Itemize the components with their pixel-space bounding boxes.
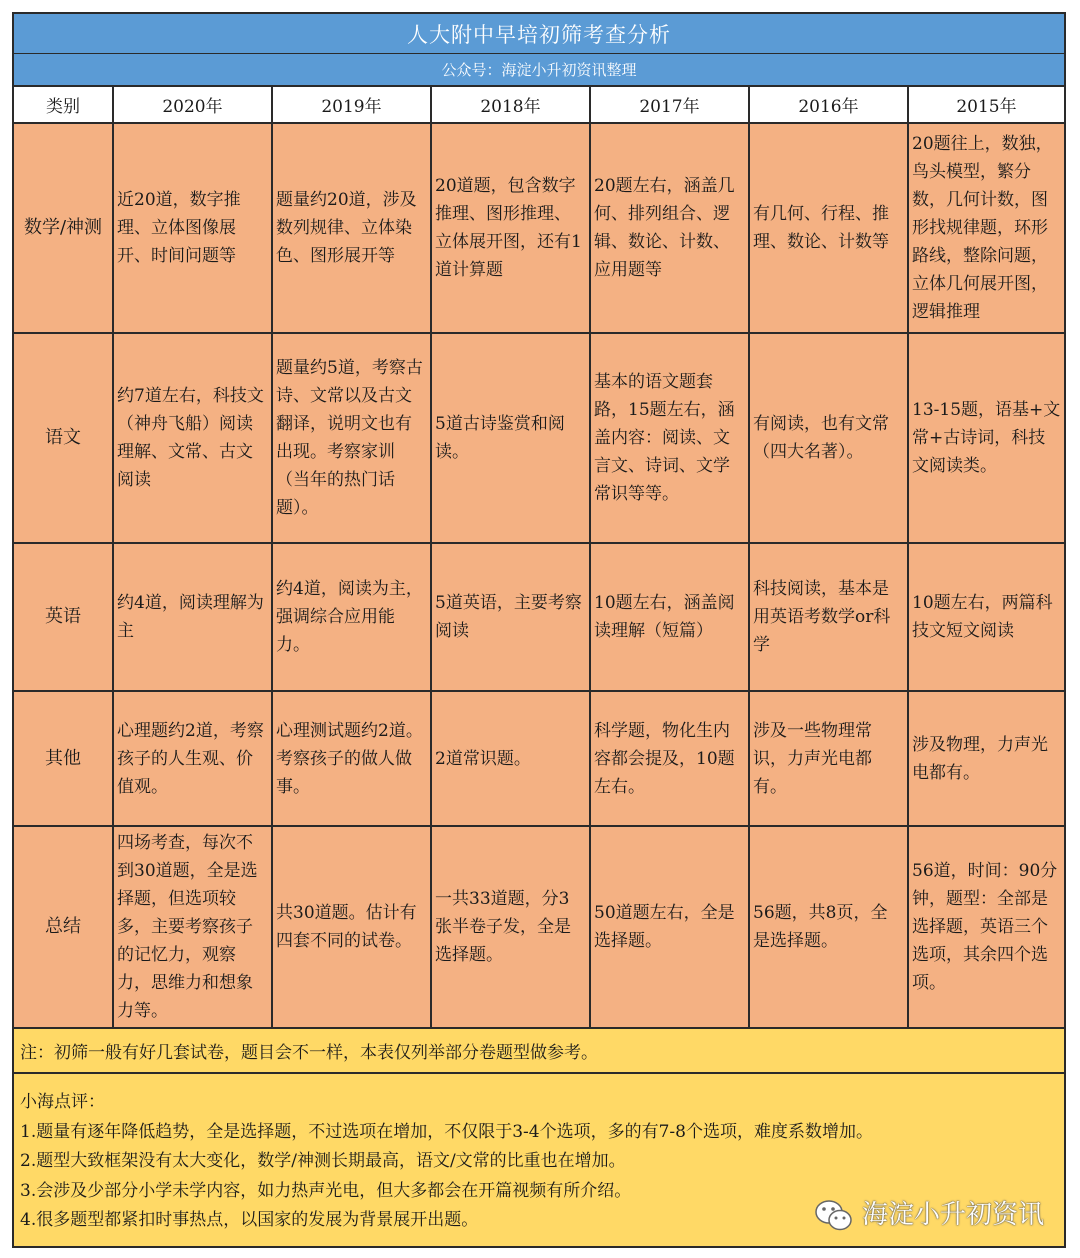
table-cell: 10题左右，两篇科技文短文阅读 [908,543,1064,691]
table-header-row [14,87,1064,123]
page-title: 人大附中早培初筛考查分析 [14,14,1064,54]
comment-heading: 小海点评： [20,1092,105,1112]
table-cell: 共30道题。估计有四套不同的试卷。 [272,826,431,1028]
table-cell [908,123,1064,333]
comment-item: 2.题型大致框架没有太大变化，数学/神测长期最高，语文/文常的比重也在增加。 [20,1151,626,1171]
table-cell: 约4道，阅读为主，强调综合应用能力。 [272,543,431,691]
table-cell: 科学题，物化生内容都会提及，10题左右。 [590,691,749,826]
table-cell: 10题左右，涵盖阅读理解（短篇） [590,543,749,691]
table-cell: 5道古诗鉴赏和阅读。 [431,333,590,543]
brand-name: 海淀小升初资讯 [861,1200,1044,1231]
table-cell: 约7道左右，科技文（神舟飞船）阅读理解、文常、古文阅读 [113,333,272,543]
table-row-english [14,543,1064,691]
analysis-table [14,87,1064,1029]
table-cell: 四场考查，每次不到30道题，全是选择题，但选项较多，主要考察孩子的记忆力，观察力，思维力和想象力等。 [113,826,272,1028]
comment-item: 1.题量有逐年降低趋势，全是选择题，不过选项在增加，不仅限于3-4个选项，多的有7-8个选项，难度系数增加。 [20,1121,873,1142]
row-category: 数学/神测 [14,123,113,333]
table-cell: 题量约20道，涉及数列规律、立体染色、图形展开等 [272,123,431,333]
table-cell: 涉及一些物理常识，力声光电都有。 [749,691,908,826]
analysis-document [12,12,1066,1248]
table-cell: 有阅读，也有文常（四大名著）。 [749,333,908,543]
row-category: 总结 [14,826,113,1028]
table-cell: 科技阅读，基本是用英语考数学or科学 [749,543,908,691]
row-category: 语文 [14,333,113,543]
row-category: 英语 [14,543,113,691]
table-cell: 56题，共8页，全是选择题。 [749,826,908,1028]
table-row-chinese [14,333,1064,543]
table-row-math [14,123,1064,333]
table-cell: 20道题，包含数字推理、图形推理、立体展开图，还有1道计算题 [431,123,590,333]
comment-box [14,1074,1064,1248]
comment-item: 3.会涉及少部分小学未学内容，如力热声光电，但大多都会在开篇视频有所介绍。 [20,1180,632,1201]
table-cell: 20题左右，涵盖几何、排列组合、逻辑、数论、计数、应用题等 [590,123,749,333]
table-row-other [14,691,1064,826]
table-cell: 涉及物理，力声光电都有。 [908,691,1064,826]
table-cell: 50道题左右，全是选择题。 [590,826,749,1028]
header-year: 2016年 [749,87,908,123]
table-row-summary [14,826,1064,1028]
table-cell: 约4道，阅读理解为主 [113,543,272,691]
header-year: 2015年 [908,87,1064,123]
table-cell: 2道常识题。 [431,691,590,826]
comment-item: 4.很多题型都紧扣时事热点，以国家的发展为背景展开出题。 [20,1210,479,1230]
brand-watermark [814,1199,1044,1233]
table-cell: 一共33道题，分3张半卷子发，全是选择题。 [431,826,590,1028]
header-year: 2018年 [431,87,590,123]
table-cell: 有几何、行程、推理、数论、计数等 [749,123,908,333]
row-category: 其他 [14,691,113,826]
table-cell: 基本的语文题套路，15题左右，涵盖内容：阅读、文言文、诗词、文学常识等等。 [590,333,749,543]
table-cell: 题量约5道，考察古诗、文常以及古文翻译，说明文也有出现。考察家训（当年的热门话题）。 [272,333,431,543]
header-year: 2020年 [113,87,272,123]
header-category: 类别 [14,87,113,123]
header-year: 2019年 [272,87,431,123]
page-subtitle: 公众号：海淀小升初资讯整理 [14,54,1064,87]
note-bar: 注：初筛一般有好几套试卷，题目会不一样，本表仅列举部分卷题型做参考。 [14,1029,1064,1074]
table-cell-text: 20题往上，数独，鸟头模型，繁分数，几何计数，图形找规律题，环形路线，整除问题，立体几何展开图，逻辑推理 [912,134,1053,322]
table-cell: 56道，时间：90分钟，题型：全部是选择题，英语三个选项，其余四个选项。 [908,826,1064,1028]
table-cell: 13-15题，语基+文常+古诗词，科技文阅读类。 [908,333,1064,543]
table-cell: 近20道，数字推理、立体图像展开、时间问题等 [113,123,272,333]
table-cell: 心理题约2道，考察孩子的人生观、价值观。 [113,691,272,826]
table-cell: 心理测试题约2道。考察孩子的做人做事。 [272,691,431,826]
table-cell: 5道英语，主要考察阅读 [431,543,590,691]
header-year: 2017年 [590,87,749,123]
wechat-icon [814,1199,854,1233]
